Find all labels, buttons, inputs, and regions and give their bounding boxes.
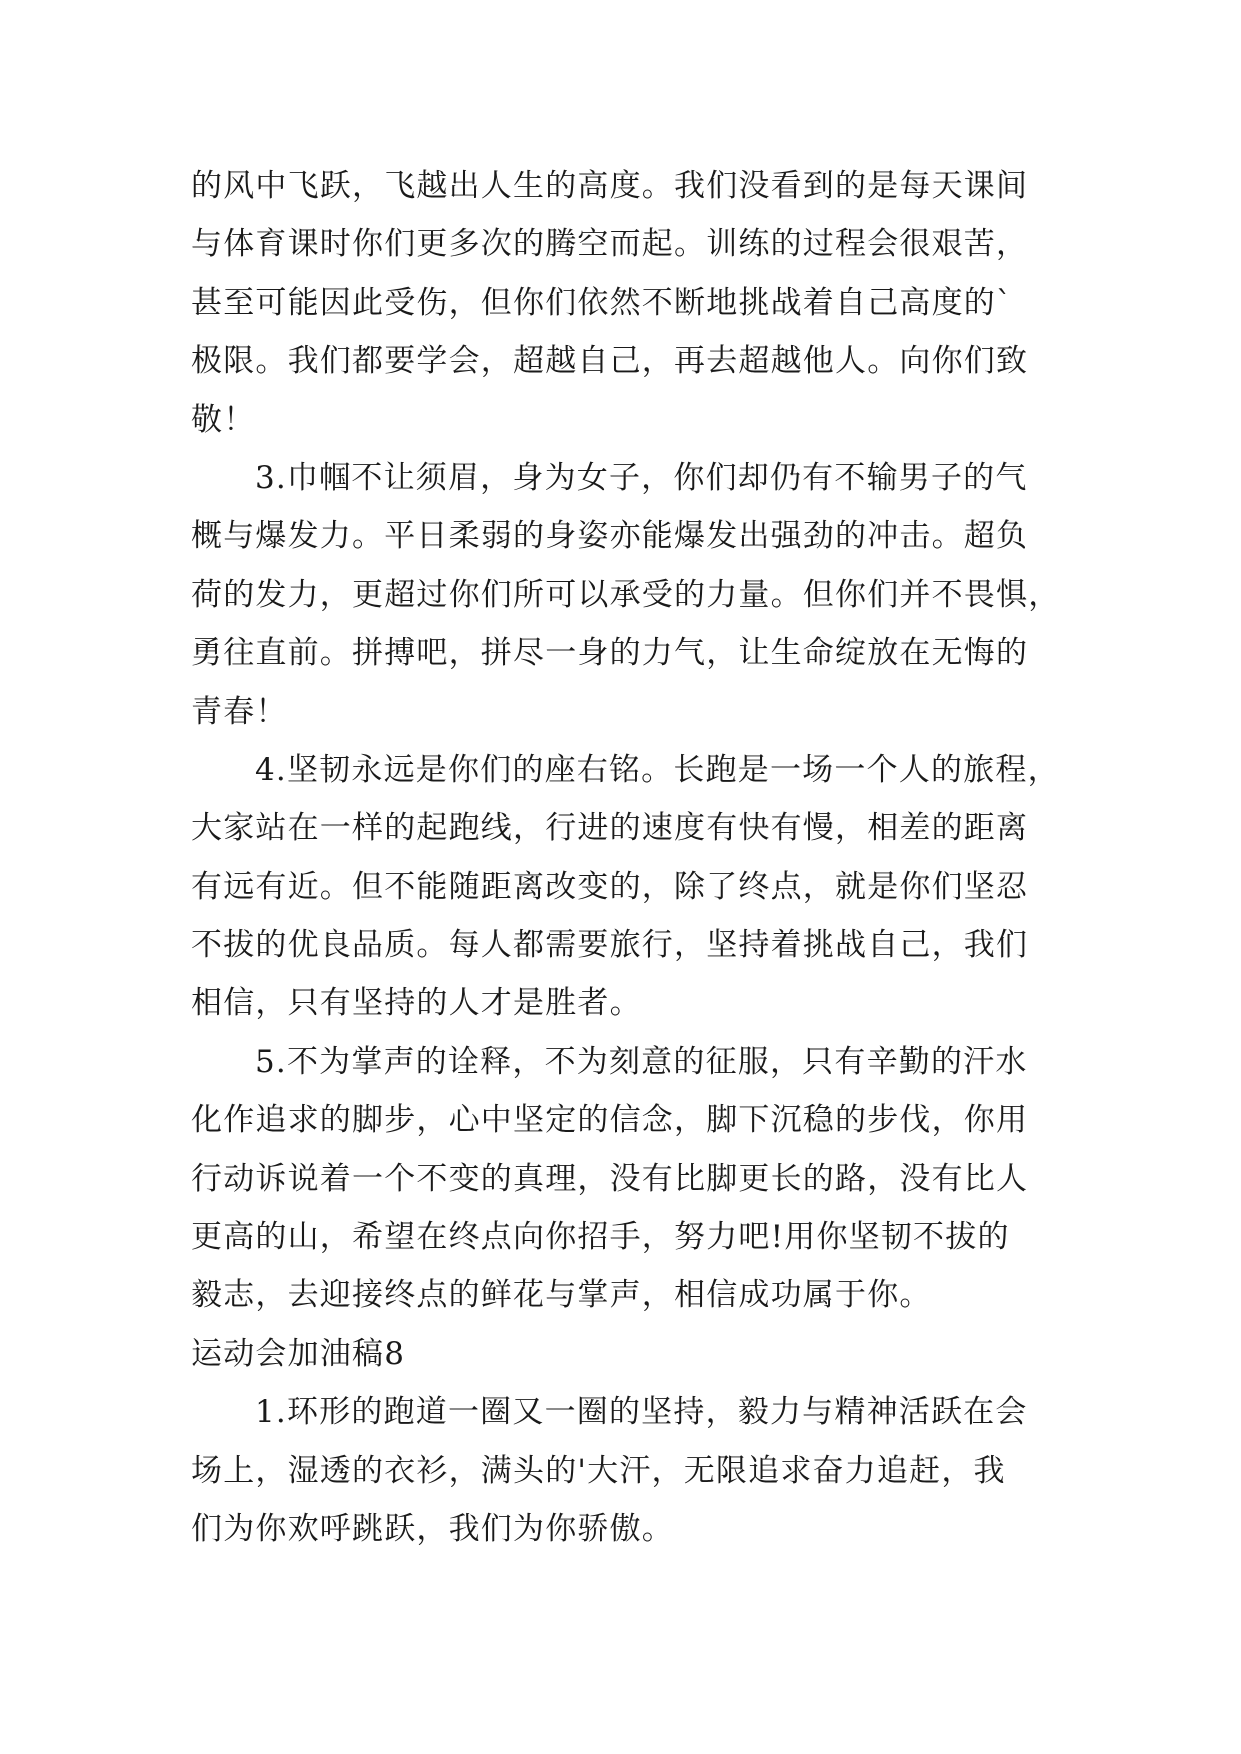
text-line: 相信，只有坚持的人才是胜者。 — [191, 985, 642, 1022]
text-line: 5.不为掌声的诠释，不为刻意的征服，只有辛勤的汗水 — [255, 1043, 1028, 1080]
document-body — [191, 157, 1071, 1558]
text-line: 1.环形的跑道一圈又一圈的坚持，毅力与精神活跃在会 — [255, 1394, 1028, 1431]
text-line: 有远有近。但不能随距离改变的，除了终点，就是你们坚忍 — [191, 868, 1029, 905]
text-line: 们为你欢呼跳跃，我们为你骄傲。 — [191, 1510, 674, 1547]
text-line: 极限。我们都要学会，超越自己，再去超越他人。向你们致 — [191, 343, 1029, 380]
item-5-paragraph — [191, 1033, 1071, 1325]
item-4-paragraph — [191, 741, 1071, 1033]
text-line: 大家站在一样的起跑线，行进的速度有快有慢，相差的距离 — [191, 810, 1029, 847]
text-line: 青春！ — [191, 693, 288, 730]
text-line: 行动诉说着一个不变的真理，没有比脚更长的路，没有比人 — [191, 1160, 1029, 1197]
text-line: 敬！ — [191, 401, 256, 438]
text-line: 荷的发力，更超过你们所可以承受的力量。但你们并不畏惧， — [191, 576, 1061, 613]
text-line: 3.巾帼不让须眉，身为女子，你们却仍有不输男子的气 — [255, 459, 1028, 496]
text-line: 不拔的优良品质。每人都需要旅行，坚持着挑战自己，我们 — [191, 927, 1029, 964]
paragraph-continuation — [191, 157, 1071, 449]
text-line: 甚至可能因此受伤，但你们依然不断地挑战着自己高度的` — [191, 284, 1013, 321]
text-line: 概与爆发力。平日柔弱的身姿亦能爆发出强劲的冲击。超负 — [191, 518, 1029, 555]
text-line: 场上，湿透的衣衫，满头的'大汗，无限追求奋力追赶，我 — [191, 1452, 1006, 1489]
text-line: 与体育课时你们更多次的腾空而起。训练的过程会很艰苦， — [191, 226, 1029, 263]
text-line: 勇往直前。拼搏吧，拼尽一身的力气，让生命绽放在无悔的 — [191, 635, 1029, 672]
text-line: 化作追求的脚步，心中坚定的信念，脚下沉稳的步伐，你用 — [191, 1102, 1029, 1139]
section-title: 运动会加油稿8 — [191, 1335, 406, 1372]
item-3-paragraph — [191, 449, 1071, 741]
text-line: 的风中飞跃，飞越出人生的高度。我们没看到的是每天课间 — [191, 168, 1029, 204]
text-line: 毅志，去迎接终点的鲜花与掌声，相信成功属于你。 — [191, 1277, 932, 1314]
item-8-1-paragraph — [191, 1383, 1071, 1558]
text-line: 4.坚韧永远是你们的座右铭。长跑是一场一个人的旅程， — [255, 751, 1060, 788]
text-line: 更高的山，希望在终点向你招手，努力吧!用你坚韧不拔的 — [191, 1219, 1010, 1256]
